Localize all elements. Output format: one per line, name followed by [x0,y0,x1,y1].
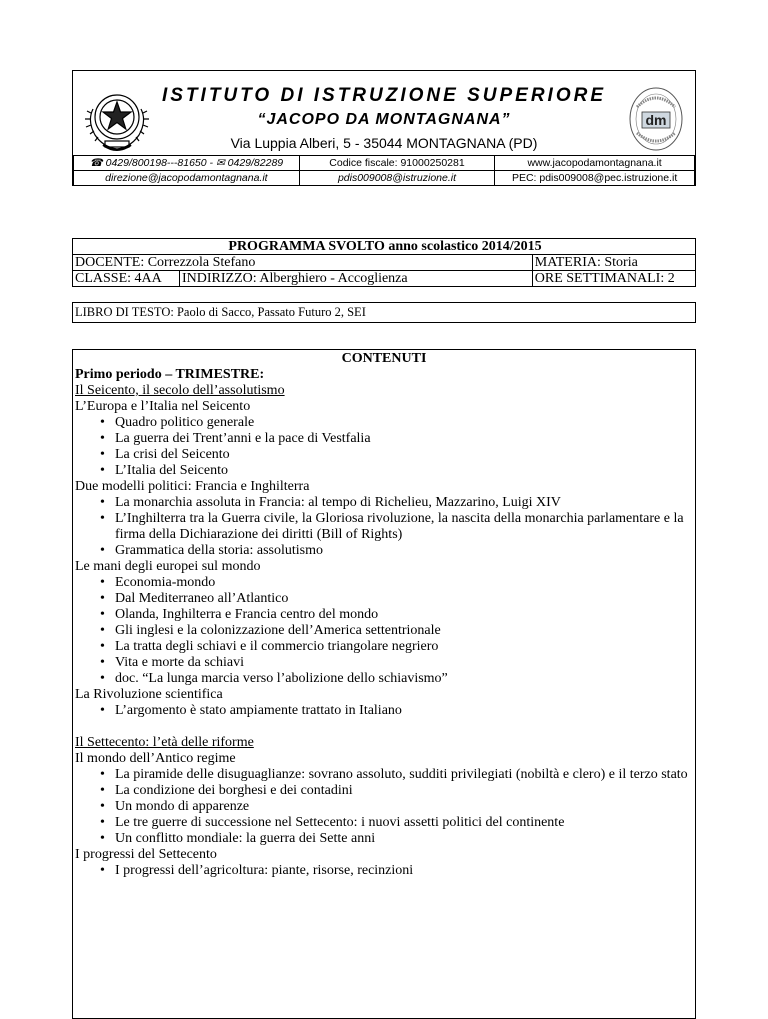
bullet-list [73,703,695,719]
list-item: • L’Inghilterra tra la Guerra civile, la Gloriosa rivoluzione, la nascita della monarchia parlamentare e la firma della Dichiarazione dei diritti (Bill of Rights) [73,511,695,543]
contenuti-title: CONTENUTI [341,351,427,366]
bullet-list [73,495,695,559]
list-item: • Dal Mediterraneo all’Atlantico [73,591,695,607]
list-item: • La piramide delle disuguaglianze: sovrano assoluto, sudditi privilegiati (nobiltà e clero) e il terzo stato [73,767,695,783]
school-logo-icon [627,85,685,153]
institute-header [72,70,696,186]
programma-heading: PROGRAMMA SVOLTO anno scolastico 2014/2015 [73,239,696,255]
contacts-table [73,155,695,185]
periodo-heading: Primo periodo – TRIMESTRE: [75,367,265,382]
section-heading: Le mani degli europei sul mondo [75,559,261,574]
email-link[interactable]: direzione@jacopodamontagnana.it [74,171,300,186]
libro-di-testo: LIBRO DI TESTO: Paolo di Sacco, Passato Futuro 2, SEI [72,302,696,323]
list-item: • La guerra dei Trent’anni e la pace di Vestfalia [73,431,695,447]
list-item: • L’argomento è stato ampiamente trattato in Italiano [73,703,695,719]
indirizzo: INDIRIZZO: Alberghiero - Accoglienza [180,271,533,287]
section-heading: L’Europa e l’Italia nel Seicento [75,399,251,414]
docente: DOCENTE: Correzzola Stefano [73,255,533,271]
contenuti-box [72,349,696,1019]
list-item: • La condizione dei borghesi e dei contadini [73,783,695,799]
classe: CLASSE: 4AA [73,271,180,287]
bullet-list [73,415,695,479]
list-item: • L’Italia del Seicento [73,463,695,479]
materia: MATERIA: Storia [532,255,695,271]
bullet-list [73,863,695,879]
list-item: • Olanda, Inghilterra e Francia centro del mondo [73,607,695,623]
list-item: • Le tre guerre di successione nel Settecento: i nuovi assetti politici del continente [73,815,695,831]
list-item: • Vita e morte da schiavi [73,655,695,671]
list-item: • I progressi dell’agricoltura: piante, risorse, recinzioni [73,863,695,879]
list-item: • Gli inglesi e la colonizzazione dell’America settentrionale [73,623,695,639]
list-item: • Grammatica della storia: assolutismo [73,543,695,559]
section-heading: Due modelli politici: Francia e Inghilterra [75,479,310,494]
unit-heading: Il Settecento: l’età delle riforme [75,735,254,750]
bullet-list [73,767,695,847]
section-heading: Il mondo dell’Antico regime [75,751,236,766]
list-item: • Economia-mondo [73,575,695,591]
section-heading: I progressi del Settecento [75,847,217,862]
pec-email-link[interactable]: PEC: pdis009008@pec.istruzione.it [495,171,695,186]
list-item: • La crisi del Seicento [73,447,695,463]
website-link[interactable]: www.jacopodamontagnana.it [495,156,695,171]
logo-text: dm [645,112,667,128]
bullet-list [73,575,695,687]
programma-table [72,238,696,287]
pdis-email-link[interactable]: pdis009008@istruzione.it [299,171,494,186]
unit-heading: Il Seicento, il secolo dell’assolutismo [75,383,285,398]
institute-address: Via Luppia Alberi, 5 - 35044 MONTAGNANA (PD) [230,135,538,151]
phone-fax: ☎ 0429/800198---81650 - ✉ 0429/82289 [74,156,300,171]
section-heading: La Rivoluzione scientifica [75,687,223,702]
list-item: • Un mondo di apparenze [73,799,695,815]
codice-fiscale: Codice fiscale: 91000250281 [299,156,494,171]
list-item: • La tratta degli schiavi e il commercio triangolare negriero [73,639,695,655]
spacer [73,719,695,735]
institute-name: “JACOPO DA MONTAGNANA” [257,111,511,128]
list-item: • La monarchia assoluta in Francia: al tempo di Richelieu, Mazzarino, Luigi XIV [73,495,695,511]
list-item: • Un conflitto mondiale: la guerra dei Sette anni [73,831,695,847]
list-item: • doc. “La lunga marcia verso l’abolizione dello schiavismo” [73,671,695,687]
institute-title: ISTITUTO DI ISTRUZIONE SUPERIORE [161,85,606,106]
list-item: • Quadro politico generale [73,415,695,431]
ore-settimanali: ORE SETTIMANALI: 2 [532,271,695,287]
